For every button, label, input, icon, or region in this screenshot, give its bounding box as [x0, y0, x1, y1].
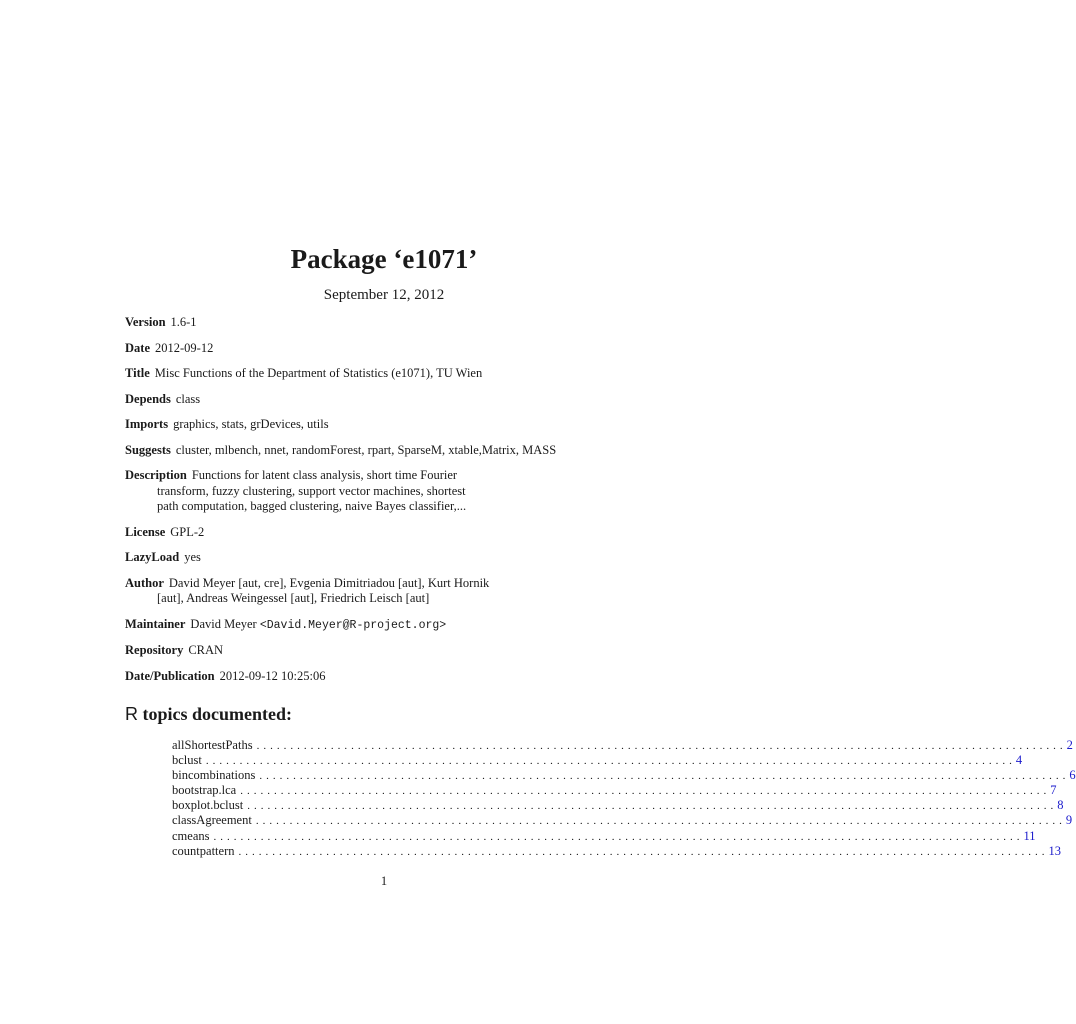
field-value: GPL-2 [170, 524, 205, 539]
field-date-publication [125, 669, 645, 685]
toc-entry-name: bclust [172, 753, 202, 768]
page-number: 1 [380, 874, 388, 888]
toc-entry[interactable] [172, 783, 1057, 798]
field-value: [aut], Andreas Weingessel [aut], Friedrich Leisch [aut] [157, 591, 430, 605]
field-value: class [175, 391, 201, 406]
toc-entry[interactable] [172, 798, 1064, 813]
field-label: Imports [125, 417, 169, 431]
field-value: transform, fuzzy clustering, support vector machines, shortest [157, 483, 466, 498]
toc-leader-dots: ........................................................................................................................ [255, 815, 1066, 828]
toc-entry-name: bincombinations [172, 768, 256, 783]
field-value: Functions for latent class analysis, short time Fourier [191, 468, 458, 482]
toc-entry-name: cmeans [172, 828, 210, 843]
field-label: Date [125, 340, 150, 355]
field-label: Maintainer [125, 616, 186, 631]
field-repository [125, 643, 645, 659]
toc-page-link[interactable]: 11 [1023, 828, 1036, 843]
field-label: Depends [125, 391, 171, 406]
toc-heading-r: R [125, 704, 138, 724]
toc-leader-dots: ........................................................................................................................ [256, 740, 1067, 752]
toc-entry[interactable] [172, 813, 1073, 828]
field-imports [125, 417, 645, 433]
field-value: 2012-09-12 [155, 340, 214, 355]
toc-page-link[interactable]: 6 [1069, 768, 1076, 783]
field-label: Author [125, 575, 164, 590]
field-author [125, 576, 645, 607]
field-label: Description [125, 468, 187, 482]
field-value: CRAN [188, 643, 224, 657]
toc-page-link[interactable]: 4 [1015, 753, 1023, 768]
toc-entry[interactable] [172, 753, 1023, 768]
field-date [125, 341, 645, 357]
toc-leader-dots: ........................................................................................................................ [213, 830, 1024, 843]
field-depends [125, 392, 645, 408]
toc-entry-name: boxplot.bclust [172, 798, 244, 813]
toc-entry-name: countpattern [172, 843, 235, 858]
toc-page-link[interactable]: 8 [1057, 798, 1064, 813]
field-label: License [125, 524, 166, 539]
field-title [125, 366, 645, 382]
toc-list [172, 738, 1076, 859]
field-value: path computation, bagged clustering, naive Bayes classifier,... [157, 499, 467, 513]
toc-entry[interactable] [172, 738, 1073, 753]
field-label: Version [125, 315, 166, 329]
toc-leader-dots: ........................................................................................................................ [205, 755, 1016, 768]
document-title: Package ‘e1071’ [290, 244, 478, 274]
maintainer-email: <David.Meyer@R-project.org> [259, 618, 447, 632]
toc-entry[interactable] [172, 843, 1061, 859]
field-lazyload [125, 550, 645, 566]
field-value: graphics, stats, grDevices, utils [173, 417, 329, 431]
description-fields [125, 315, 645, 694]
field-value: cluster, mlbench, nnet, randomForest, rpart, SparseM, xtable,Matrix, MASS [175, 442, 557, 457]
toc-page-link[interactable]: 7 [1050, 783, 1057, 798]
toc-heading-text: topics documented: [138, 704, 292, 724]
field-suggests [125, 443, 645, 459]
toc-leader-dots: ........................................................................................................................ [247, 800, 1058, 813]
toc-page-link[interactable]: 13 [1048, 843, 1061, 858]
toc-entry-name: allShortestPaths [172, 738, 253, 752]
toc-entry[interactable] [172, 768, 1076, 783]
toc-page-link[interactable]: 9 [1065, 813, 1073, 828]
field-value: 1.6-1 [170, 315, 197, 329]
field-value: David Meyer [aut, cre], Evgenia Dimitriadou [aut], Kurt Hornik [168, 575, 490, 590]
toc-entry-name: bootstrap.lca [172, 783, 237, 798]
field-value: yes [184, 550, 201, 564]
field-value: David Meyer [190, 616, 257, 631]
field-license [125, 525, 645, 541]
field-label: Suggests [125, 442, 171, 457]
field-value: 2012-09-12 10:25:06 [219, 668, 326, 683]
document-date: September 12, 2012 [323, 287, 445, 303]
field-label: LazyLoad [125, 550, 180, 564]
field-description [125, 468, 645, 515]
toc-heading [125, 703, 292, 725]
toc-leader-dots: ........................................................................................................................ [238, 845, 1049, 858]
field-version [125, 315, 645, 331]
toc-leader-dots: ........................................................................................................................ [259, 770, 1070, 783]
field-label: Title [125, 366, 150, 380]
field-label: Date/Publication [125, 668, 215, 683]
field-value: Misc Functions of the Department of Statistics (e1071), TU Wien [154, 366, 483, 380]
toc-entry[interactable] [172, 828, 1036, 844]
field-label: Repository [125, 643, 184, 657]
field-maintainer [125, 617, 645, 634]
toc-page-link[interactable]: 2 [1066, 738, 1073, 752]
toc-leader-dots: ........................................................................................................................ [240, 785, 1051, 798]
toc-entry-name: classAgreement [172, 813, 252, 828]
